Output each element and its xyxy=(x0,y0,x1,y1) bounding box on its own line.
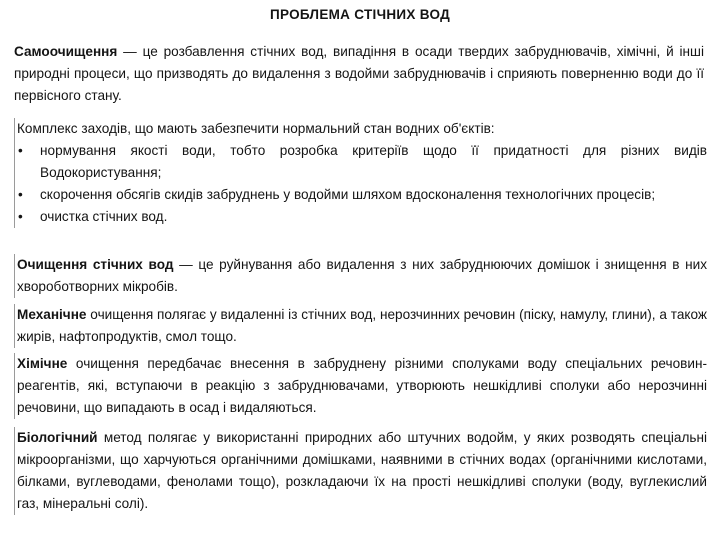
bullet-icon: • xyxy=(18,209,23,224)
biological-paragraph xyxy=(14,427,707,515)
measures-list xyxy=(17,140,707,228)
page-title: ПРОБЛЕМА СТІЧНИХ ВОД xyxy=(269,7,451,22)
measures-intro: Комплекс заходів, що мають забезпечити нормальний стан водних об'єктів: xyxy=(17,121,495,136)
chemical-paragraph xyxy=(14,353,707,419)
measure-text: скорочення обсягів скидів забруднень у водойми шляхом вдосконалення технологічних процесів; xyxy=(40,187,656,202)
chemical-text: очищення передбачає внесення в забруднену різними сполуками воду спеціальних речовин-реагентів, які, вступаючи в реакцію з забруднювачами, утворюють нешкідливі сполуки або нерозчинні речовини, що випадають в осад і видаляються. xyxy=(17,356,707,415)
self-purification-text: — це розбавлення стічних вод, випадіння в осади твердих забруднювачів, хімічні, й інші природні процеси, що призводять до видалення з водойми забруднювачів і сприяють поверненню води до її первісного стану. xyxy=(14,44,704,103)
treatment-term: Очищення стічних вод xyxy=(17,257,174,272)
measures-section xyxy=(14,118,707,228)
bullet-icon: • xyxy=(18,187,23,202)
mechanical-paragraph xyxy=(14,304,707,348)
measure-text: очистка стічних вод. xyxy=(40,209,168,224)
biological-text: метод полягає у використанні природних або штучних водойм, у яких розводять спеціальні мікроорганізми, що харчуються органічними домішками, наявними в стічних водах (органічними кислотами, білками, вуглеводами, фенолами тощо), розкладаючи їх на прості нешкідливі сполуки (воду, вуглекислий газ, мінеральні солі). xyxy=(17,430,707,511)
list-item xyxy=(17,184,707,206)
treatment-paragraph xyxy=(14,254,707,298)
treatment-text: — це руйнування або видалення з них забруднюючих домішок і знищення в них хвороботворних мікробів. xyxy=(17,257,707,294)
chemical-term: Хімічне xyxy=(17,356,68,371)
mechanical-text: очищення полягає у видаленні із стічних вод, нерозчинних речовин (піску, намулу, глини), а також жирів, нафтопродуктів, смол тощо. xyxy=(17,307,707,344)
list-item xyxy=(17,206,707,228)
measure-text: нормування якості води, тобто розробка критеріїв щодо її придатності для різних видів Водокористування; xyxy=(40,143,707,180)
list-item xyxy=(17,140,707,184)
mechanical-term: Механічне xyxy=(17,307,87,322)
self-purification-paragraph xyxy=(14,41,704,107)
biological-term: Біологічний xyxy=(17,430,98,445)
self-purification-term: Самоочищення xyxy=(14,44,118,59)
bullet-icon: • xyxy=(18,143,23,158)
